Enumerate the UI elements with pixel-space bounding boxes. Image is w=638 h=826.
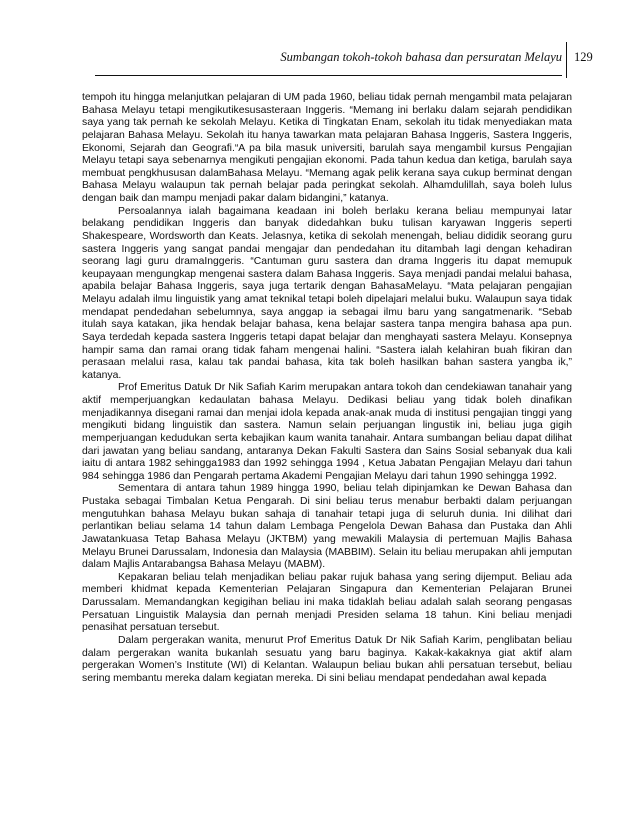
paragraph-2: Persoalannya ialah bagaimana keadaan ini boleh berlaku kerana beliau mempunyai latar belakang pendidikan Inggeris dan banyak didedahkan buku tulisan karyawan Inggeris seperti Shakespeare, Wordsworth dan Keats. Jelasnya, ketika di sekolah menengah, beliau dididik seorang guru sastera Inggeris yang sangat pandai mengajar dan pendedahan itu ditambah lagi dengan kehadiran seorang lagi guru dramaInggeris. “Cantuman guru sastera dan drama Inggeris itu dapat memupuk keupayaan mengungkap mengenai sastera dalam Bahasa Inggeris. Saya menjadi pandai melalui bahasa, apabila belajar Bahasa Inggeris, saya juga tertarik dengan BahasaMelayu. “Mata pelajaran pengajian Melayu adalah ilmu linguistik yang amat teknikal tetapi boleh dipelajari melalui buku. Walaupun saya tidak mendapat pendedahan sebelumnya, saya anggap ia sebagai ilmu baru yang sangatmenarik. “Sebab itulah saya katakan, jika hendak belajar bahasa, kena belajar sastera tanpa mengira bahasa apa pun. Saya terdedah kepada sastera Inggeris tetapi dapat belajar dan menghayati sastera Melayu. Konsepnya hampir sama dan ramai orang tidak faham mengenai halini. “Sastera ialah kelahiran buah fikiran dan perasaan melalui rasa, kalau tak pandai bahasa, kita tak boleh hasilkan bahan sastera yangba ik,” katanya.: [82, 205, 572, 381]
header-title: Sumbangan tokoh-tokoh bahasa dan persuratan Melayu: [280, 50, 562, 64]
body-text: [82, 92, 572, 685]
paragraph-4: Sementara di antara tahun 1989 hingga 1990, beliau telah dipinjamkan ke Dewan Bahasa dan Pustaka sebagai Timbalan Ketua Pengarah. Di sini beliau terus menabur berbakti dalam perjuangan mengutuhkan bahasa Melayu bukan sahaja di tanahair tetapi juga di seluruh dunia. Ini dilihat dari perlantikan beliau selama 14 tahun dalam Lembaga Pengelola Dewan Bahasa dan Pustaka dan Ahli Jawatankuasa Tetap Bahasa Melayu (JKTBM) yang mewakili Malaysia di pertemuan Majlis Bahasa Melayu Brunei Darussalam, Indonesia dan Malaysia (MABBIM). Selain itu beliau merupakan ahli jemputan dalam Majlis Antarabangsa Bahasa Melayu (MABM).: [82, 483, 572, 571]
paragraph-1: tempoh itu hingga melanjutkan pelajaran di UM pada 1960, beliau tidak pernah mengambil mata pelajaran Bahasa Melayu tetapi mengikutikesusasteraan Inggeris. “Memang ini berlaku dalam sejarah pendidikan saya yang tak pernah ke sekolah Melayu. Ketika di Tingkatan Enam, sekolah itu tidak menyediakan mata pelajaran Bahasa Melayu. Sekolah itu hanya tawarkan mata pelajaran Bahasa Inggeris, Sastera Inggeris, Ekonomi, Sejarah dan Geografi.“A pa bila masuk universiti, barulah saya mengambil kursus Pengajian Melayu tetapi saya sebenarnya mengikuti pengajian ekonomi. Pada tahun kedua dan ketiga, barulah saya membuat pengkhususan dalamBahasa Melayu. “Memang agak pelik kerana saya cukup berminat dengan Bahasa Melayu walaupun tak pernah belajar pada peringkat sekolah. Alhamdulillah, saya boleh lulus dengan baik dan mampu menjadi pakar dalam bidangini,” katanya.: [82, 92, 572, 204]
page-number: 129: [574, 50, 593, 64]
paragraph-6: Dalam pergerakan wanita, menurut Prof Emeritus Datuk Dr Nik Safiah Karim, penglibatan beliau dalam pergerakan wanita bukanlah sesuatu yang baru baginya. Kakak-kakaknya giat aktif alam pergerakan Women’s Institute (WI) di Kelantan. Walaupun beliau bukan ahli persatuan tersebut, beliau sering membantu mereka dalam kegiatan mereka. Di sini beliau mendapat pendedahan awal kepada: [82, 634, 572, 684]
header-rule: [95, 75, 562, 76]
header-vertical-rule: [566, 42, 567, 78]
paragraph-3: Prof Emeritus Datuk Dr Nik Safiah Karim merupakan antara tokoh dan cendekiawan tanahair yang aktif memperjuangkan kedaulatan bahasa Melayu. Dedikasi beliau yang tidak boleh dinafikan menjadikannya disegani ramai dan menjai idola kepada anak-anak muda di institusi pengajian tinggi yang mengikuti bidang linguistik dan sastera. Namun selain perjuangan lingustik ini, beliau juga gigih memperjuangan kedudukan serta kebajikan kaum wanita tanahair. Antara sumbangan beliau dapat dilihat dari jawatan yang beliau sandang, antaranya Dekan Fakulti Sastera dan Sains Sosial sebanyak dua kali iaitu di antara 1982 sehingga1983 dan 1992 sehingga 1994 , Ketua Jabatan Pengajian Melayu dari tahun 984 sehingga 1986 dan Pengarah pertama Akademi Pengajian Melayu dari tahun 1990 sehingga 1992.: [82, 382, 572, 482]
paragraph-5: Kepakaran beliau telah menjadikan beliau pakar rujuk bahasa yang sering dijemput. Beliau ada memberi khidmat kepada Kementerian Pelajaran Singapura dan Kementerian Pelajaran Brunei Darussalam. Memandangkan kegigihan beliau ini maka tidaklah beliau adalah salah seorang pengasas Persatuan Linguistik Malaysia dan pernah menjadi Presiden selama 18 tahun. Kini beliau menjadi penasihat persatuan tersebut.: [82, 571, 572, 634]
